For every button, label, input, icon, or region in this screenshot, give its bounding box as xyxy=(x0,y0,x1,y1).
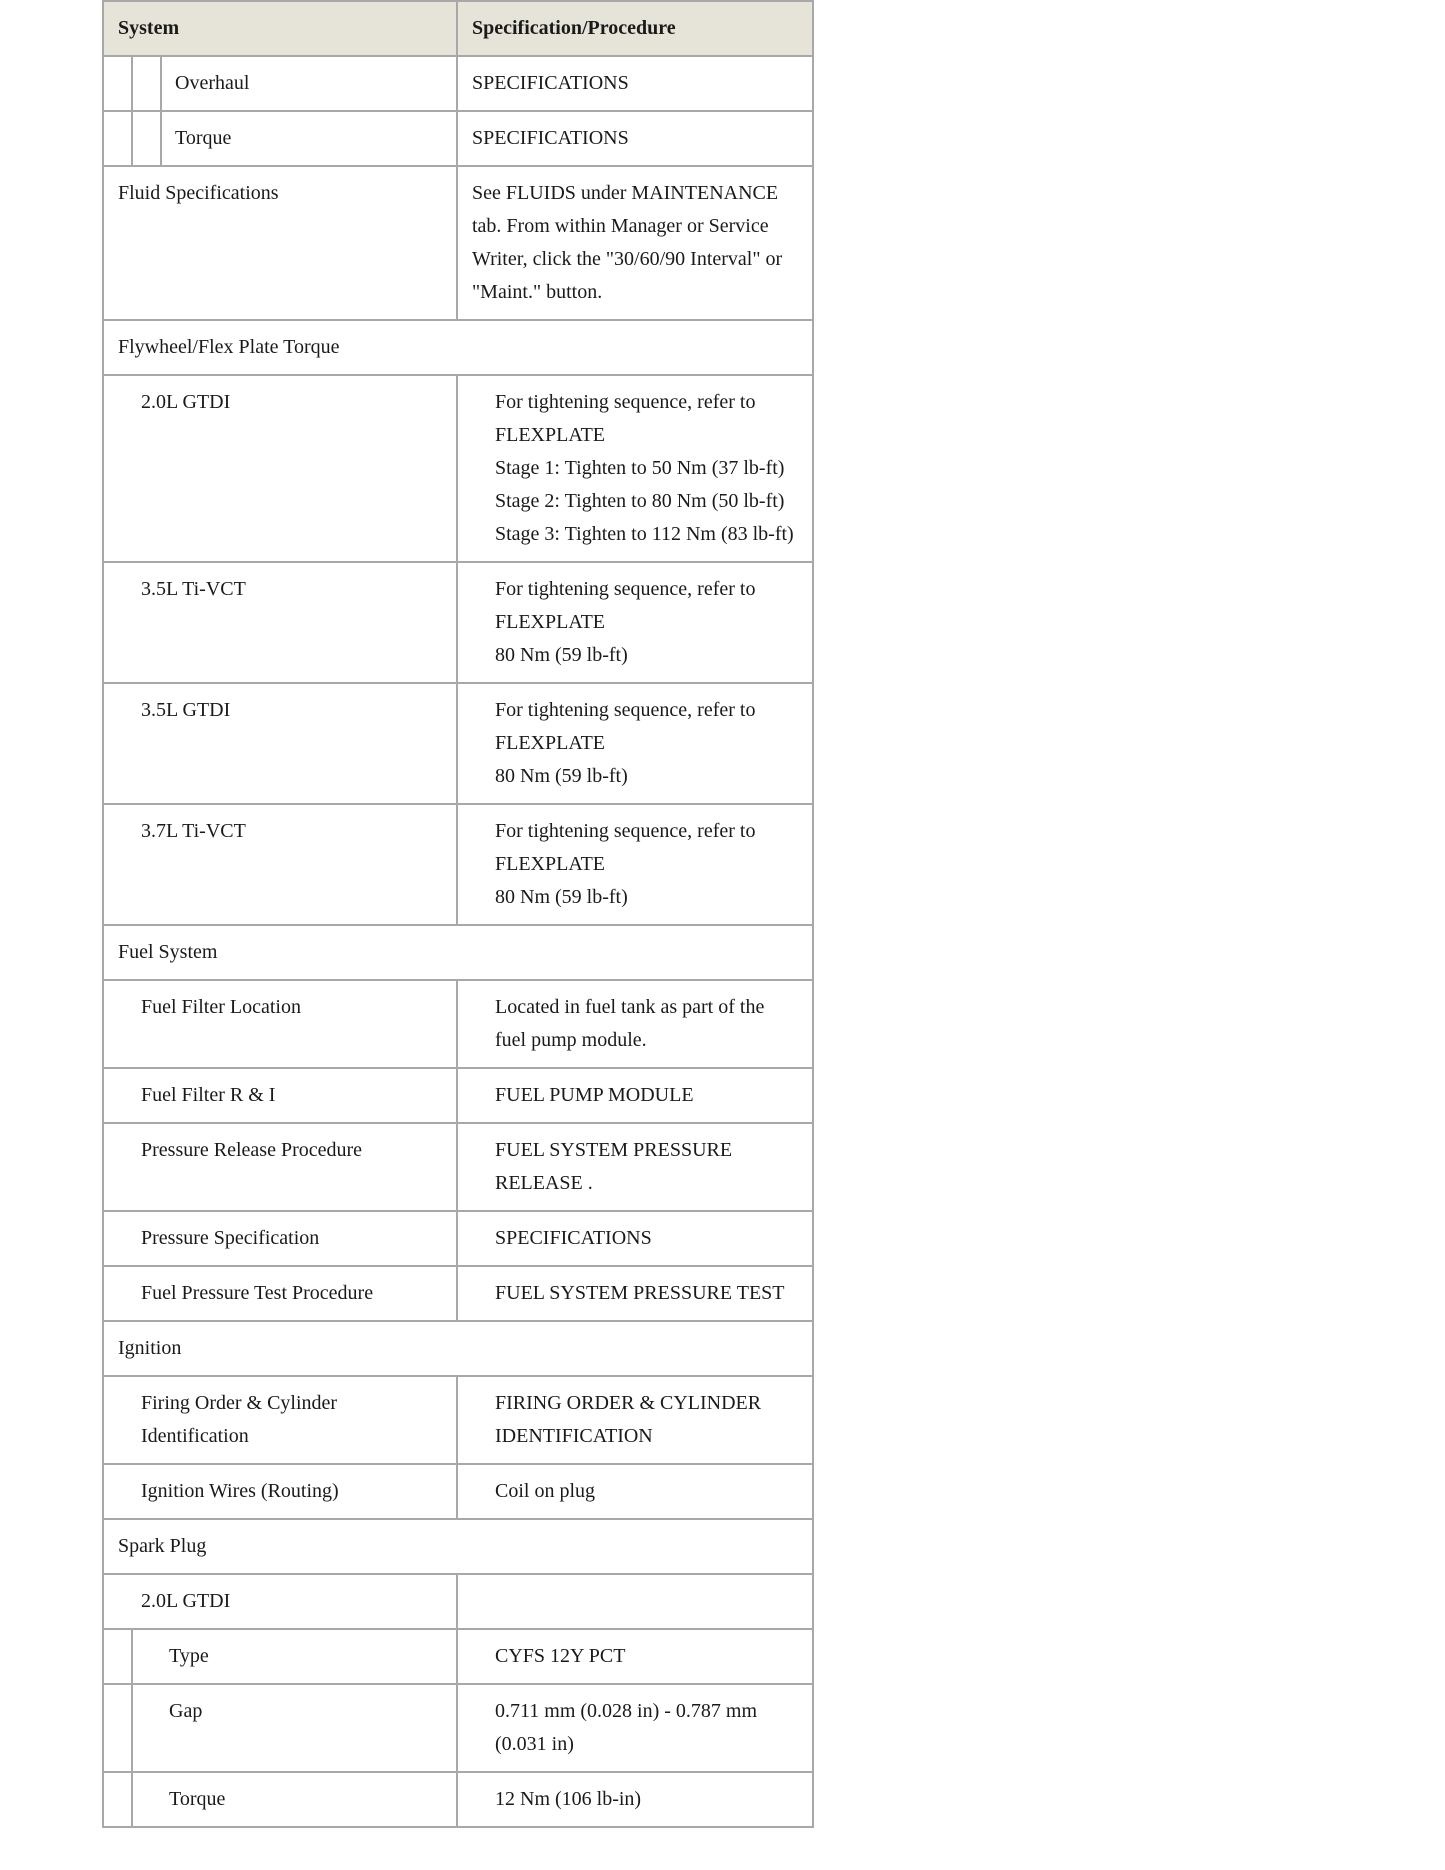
system-cell xyxy=(104,376,458,561)
table-row-spark-plug-type xyxy=(104,1630,814,1685)
spec-link[interactable]: FIRING ORDER & CYLINDER IDENTIFICATION xyxy=(458,1377,814,1463)
indent-gutter xyxy=(104,1630,133,1683)
system-cell xyxy=(104,1212,458,1265)
table-row-fuel-pressure-test xyxy=(104,1267,814,1322)
table-row-spark-plug-gap xyxy=(104,1685,814,1773)
system-label: Ignition Wires (Routing) xyxy=(141,1480,339,1502)
system-label: Fluid Specifications xyxy=(118,182,279,204)
system-label: Type xyxy=(169,1645,209,1667)
spec-line: 80 Nm (59 lb-ft) xyxy=(495,644,628,666)
header-spec-cell: Specification/Procedure xyxy=(458,2,814,55)
system-label: Firing Order & Cylinder Identification xyxy=(141,1392,338,1447)
system-label: Gap xyxy=(169,1700,203,1722)
table-row-ignition-wires xyxy=(104,1465,814,1520)
system-label: Torque xyxy=(175,127,232,149)
spec-link[interactable]: For tightening sequence, refer to FLEXPLATE xyxy=(495,578,756,633)
system-cell xyxy=(104,1069,458,1122)
section-title: Fuel System xyxy=(104,926,814,979)
spec-link[interactable]: For tightening sequence, refer to FLEXPLATE xyxy=(495,699,756,754)
system-label: Pressure Release Procedure xyxy=(141,1139,363,1161)
table-row-flywheel-3-5l-gtdi xyxy=(104,684,814,805)
system-cell xyxy=(104,167,458,319)
spec-text: Located in fuel tank as part of the fuel pump module. xyxy=(458,981,814,1067)
spec-cell xyxy=(458,563,814,682)
system-cell xyxy=(104,805,458,924)
indent-gutter xyxy=(133,57,162,110)
system-cell xyxy=(104,981,458,1067)
spec-link[interactable]: FUEL SYSTEM PRESSURE TEST xyxy=(458,1267,814,1320)
table-row-pressure-release xyxy=(104,1124,814,1212)
spec-text xyxy=(458,1575,814,1628)
spec-text: 0.711 mm (0.028 in) - 0.787 mm (0.031 in) xyxy=(458,1685,814,1771)
spec-line: Stage 2: Tighten to 80 Nm (50 lb-ft) xyxy=(495,490,785,512)
table-row-torque xyxy=(104,112,814,167)
system-cell xyxy=(104,1377,458,1463)
spec-text: Coil on plug xyxy=(458,1465,814,1518)
spec-link[interactable]: FUEL SYSTEM PRESSURE RELEASE . xyxy=(458,1124,814,1210)
table-row-flywheel-3-5l-ti-vct xyxy=(104,563,814,684)
header-system-label: System xyxy=(118,17,180,39)
table-row-flywheel-2-0l-gtdi xyxy=(104,376,814,563)
specification-table xyxy=(102,0,814,1828)
spec-link[interactable]: SPECIFICATIONS xyxy=(458,1212,814,1265)
header-system-cell xyxy=(104,2,458,55)
system-cell xyxy=(104,1685,458,1771)
indent-gutter xyxy=(133,112,162,165)
section-title: Spark Plug xyxy=(104,1520,814,1573)
indent-gutter xyxy=(104,1685,133,1771)
spec-cell xyxy=(458,684,814,803)
spec-text: 12 Nm (106 lb-in) xyxy=(458,1773,814,1826)
spec-text: See FLUIDS under MAINTENANCE tab. From within Manager or Service Writer, click the "30/60/90 Interval" or "Maint." button. xyxy=(458,167,814,319)
spec-text: CYFS 12Y PCT xyxy=(458,1630,814,1683)
section-row-fuel-system xyxy=(104,926,814,981)
indent-gutter xyxy=(104,112,133,165)
spec-line: Stage 3: Tighten to 112 Nm (83 lb-ft) xyxy=(495,523,794,545)
system-cell xyxy=(104,1267,458,1320)
system-label: 2.0L GTDI xyxy=(141,1590,231,1612)
table-row-spark-plug-2-0l-gtdi xyxy=(104,1575,814,1630)
table-row-fluid-specifications xyxy=(104,167,814,321)
section-row-ignition xyxy=(104,1322,814,1377)
spec-link[interactable]: FUEL PUMP MODULE xyxy=(458,1069,814,1122)
spec-line: 80 Nm (59 lb-ft) xyxy=(495,886,628,908)
system-cell xyxy=(104,1124,458,1210)
system-label: 3.7L Ti-VCT xyxy=(141,820,246,842)
spec-link[interactable]: For tightening sequence, refer to FLEXPLATE xyxy=(495,391,756,446)
spec-link[interactable]: SPECIFICATIONS xyxy=(458,57,814,110)
table-header-row xyxy=(104,2,814,57)
section-row-flywheel xyxy=(104,321,814,376)
table-row-pressure-specification xyxy=(104,1212,814,1267)
system-label: 3.5L GTDI xyxy=(141,699,231,721)
system-cell xyxy=(104,1465,458,1518)
system-cell xyxy=(104,57,458,110)
section-title: Ignition xyxy=(104,1322,814,1375)
system-cell xyxy=(104,1575,458,1628)
indent-gutter xyxy=(104,1773,133,1826)
table-row-fuel-filter-ri xyxy=(104,1069,814,1124)
spec-cell xyxy=(458,805,814,924)
system-cell xyxy=(104,1630,458,1683)
table-row-overhaul xyxy=(104,57,814,112)
system-cell xyxy=(104,1773,458,1826)
system-label: Fuel Filter Location xyxy=(141,996,301,1018)
system-label: Fuel Pressure Test Procedure xyxy=(141,1282,374,1304)
spec-link[interactable]: SPECIFICATIONS xyxy=(458,112,814,165)
system-cell xyxy=(104,112,458,165)
table-row-spark-plug-torque xyxy=(104,1773,814,1828)
system-label: Fuel Filter R & I xyxy=(141,1084,276,1106)
section-title: Flywheel/Flex Plate Torque xyxy=(104,321,814,374)
indent-gutter xyxy=(104,57,133,110)
system-label: 3.5L Ti-VCT xyxy=(141,578,246,600)
system-label: Pressure Specification xyxy=(141,1227,320,1249)
spec-link[interactable]: For tightening sequence, refer to FLEXPLATE xyxy=(495,820,756,875)
system-label: Overhaul xyxy=(175,72,250,94)
table-row-flywheel-3-7l-ti-vct xyxy=(104,805,814,926)
section-row-spark-plug xyxy=(104,1520,814,1575)
spec-line: 80 Nm (59 lb-ft) xyxy=(495,765,628,787)
system-cell xyxy=(104,684,458,803)
table-row-fuel-filter-location xyxy=(104,981,814,1069)
system-label: 2.0L GTDI xyxy=(141,391,231,413)
spec-cell xyxy=(458,376,814,561)
system-label: Torque xyxy=(169,1788,226,1810)
spec-line: Stage 1: Tighten to 50 Nm (37 lb-ft) xyxy=(495,457,785,479)
table-row-firing-order xyxy=(104,1377,814,1465)
system-cell xyxy=(104,563,458,682)
